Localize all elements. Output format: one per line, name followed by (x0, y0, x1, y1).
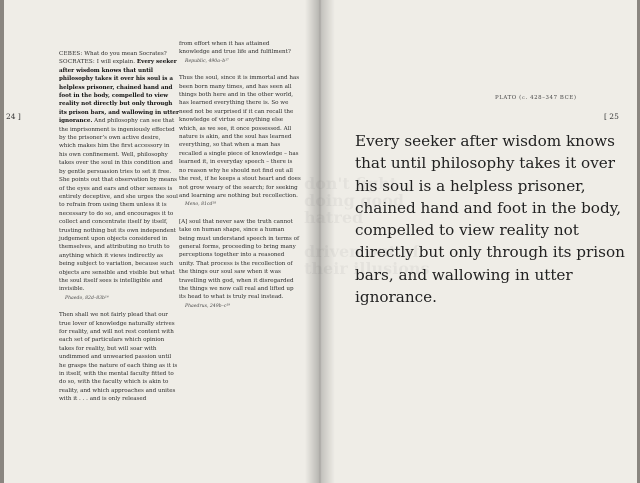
left-page (4, 0, 319, 483)
cebes-line: What do you mean Socrates? (84, 51, 167, 57)
speaker-cebes: CEBES: (59, 51, 83, 57)
running-head: PLATO (c. 428–347 BCE) (495, 95, 577, 101)
book-gutter (305, 0, 335, 483)
speaker-socrates: SOCRATES: (59, 59, 95, 66)
pull-quote: Every seeker after wisdom knows that until philosophy takes it over his soul is a helpless prisoner, chained hand and foot in the body, compelled to view reality not directly but only through its prison bars, and wallowing in utter ignorance. (355, 132, 625, 307)
republic-passage-end: from effort when it has attained knowledge and true life and fulfilment? (179, 41, 291, 56)
citation-republic: Republic, 490a–b¹⁷ (185, 58, 229, 64)
left-folio: 24 ] (6, 112, 21, 121)
citation-phaedo: Phaedo, 82d–83b¹⁶ (65, 295, 109, 301)
bold-key-passage: Every seeker after wisdom knows that until philosophy takes it over his soul is a helpless prisoner, chained hand and foot in the body, compelled to view reality not directly but only through its prison bars, and wallowing in utter ignorance. (59, 59, 179, 125)
phaedrus-passage: [A] soul that never saw the truth cannot take on human shape, since a human being must understand speech in terms of general forms, proceeding to bring many perceptions together into a reasoned unity. That process is the recollection of the things our soul saw when it was travelling with god, when it disregarded the things we now call real and lifted up its head to what is truly real instead. (179, 218, 300, 301)
republic-passage: Then shall we not fairly plead that our true lover of knowledge naturally strives for reality, and will not rest content with each set of particulars which opinion takes for reality, but will soar with undimmed and unwearied passion until he grasps the nature of each thing as it is in itself, with the mental faculty fitted to do so, with the faculty which is akin to reality, and which approaches and unites with it . . . and is only released (59, 312, 178, 403)
left-column-1 (59, 50, 179, 404)
socrates-line: I will explain. (96, 59, 136, 66)
meno-passage: Thus the soul, since it is immortal and has been born many times, and has seen all things both here and in the other world, has learned everything there is. So we need not be surprised if it can recall the knowledge of virtue or anything else which, as we see, it once possessed. All nature is akin, and the soul has learned everything, so that when a man has recalled a single piece of knowledge – has learned it, in everyday speech – there is no reason why he should not find out all the rest, if he keeps a stout heart and does not grow weary of the search; for seeking and learning are nothing but recollection. (179, 75, 301, 199)
citation-meno: Meno, 81cd¹⁸ (185, 202, 217, 208)
dialogue-intro (59, 50, 179, 294)
passage-continuation: And philosophy can see that the imprisonment is ingeniously effected by the prisoner’s own active desire, which makes him the first accessory in his own confinement. Well, philosophy takes over the soul in this condition and by gentle persuasion tries to set it free. She points out that observation by means of the eyes and ears and other senses is entirely deceptive, and she urges the soul to refrain from using them unless it is necessary to do so, and encourages it to collect and concentrate itself by itself, trusting nothing but its own independent judgement upon objects considered in themselves, and attributing no truth to anything which it views indirectly as being subject to variation, because such objects are sensible and visible but what the soul itself sees is intelligible and invisible. (59, 118, 178, 293)
left-column-2 (179, 40, 301, 311)
right-folio: [ 25 (604, 112, 619, 121)
citation-phaedrus: Phaedrus, 249b–c¹⁹ (185, 303, 231, 309)
